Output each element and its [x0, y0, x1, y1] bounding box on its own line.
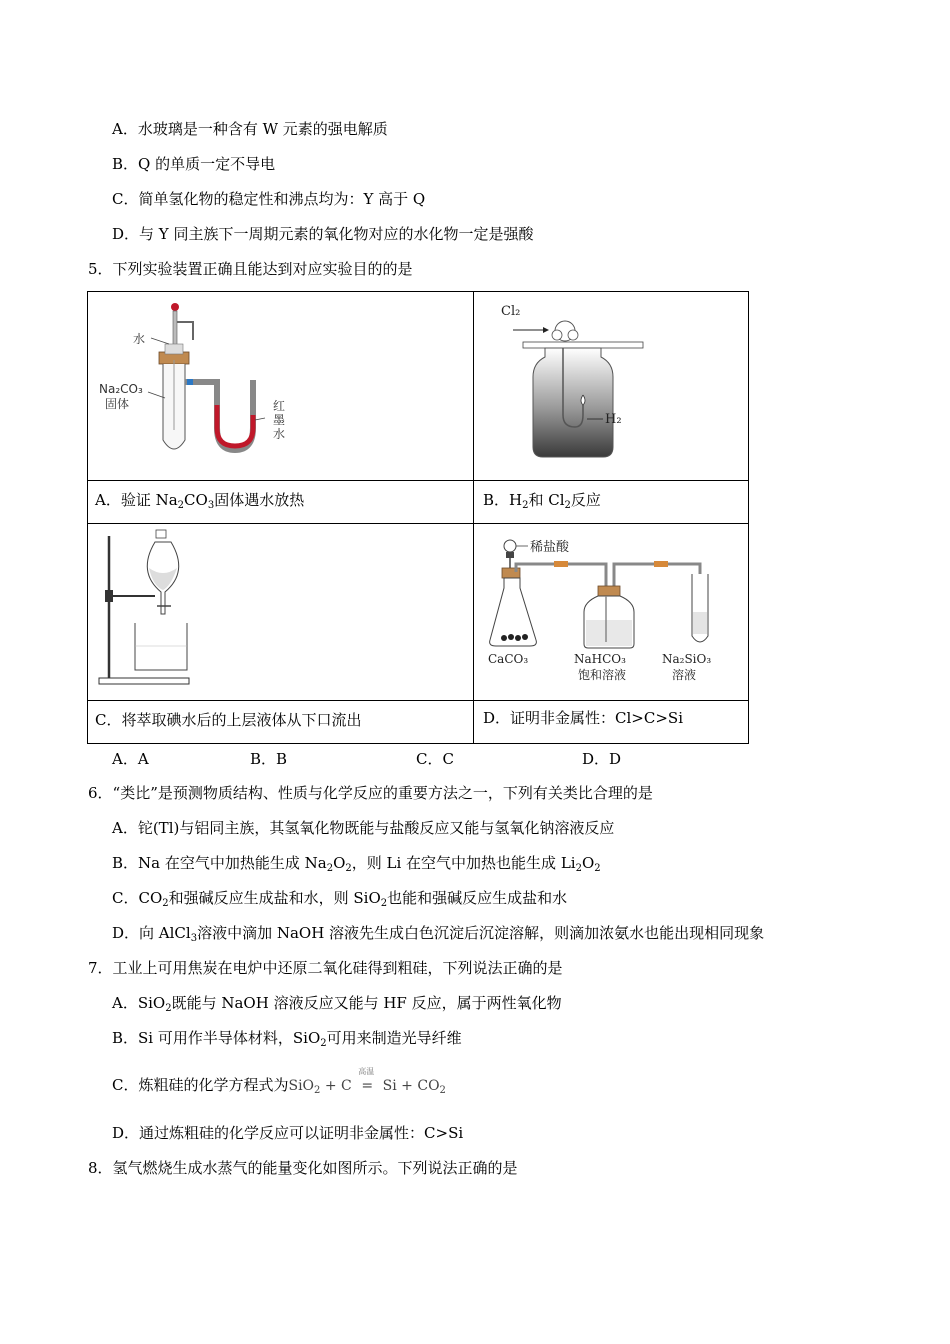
q6-option-d: D．向 AlCl$_3$溶液中滴加 NaOH 溶液先生成白色沉淀后沉淀溶解，则滴加浓氨水也能出现相同现象: [112, 924, 765, 944]
q7-option-c: C．炼粗硅的化学方程式为SiO$_2$ + C 高温 = $Si + CO_2$: [112, 1075, 446, 1096]
q7-option-a: A．SiO$_2$既能与 NaOH 溶液反应又能与 HF 反应，属于两性氧化物: [112, 994, 562, 1014]
fig-a-water-label: 水: [133, 332, 146, 346]
fig-d-na2sio3-label-2: 溶液: [672, 668, 697, 682]
q4-option-b: B．Q 的单质一定不导电: [112, 155, 276, 173]
fig-a-ink-label-1: 红: [273, 399, 286, 413]
q7-stem: 7．工业上可用焦炭在电炉中还原二氧化硅得到粗硅，下列说法正确的是: [88, 959, 563, 977]
fig-b-cl2-label: Cl₂: [501, 304, 521, 319]
q6-stem: 6．“类比”是预测物质结构、性质与化学反应的重要方法之一，下列有关类比合理的是: [88, 784, 653, 802]
figure-b-h2-cl2-bottle: [483, 297, 683, 472]
q7-option-d: D．通过炼粗硅的化学反应可以证明非金属性：C>Si: [112, 1124, 464, 1142]
q5-answer-b: B．B: [250, 750, 288, 768]
q5-caption-c: C．将萃取碘水后的上层液体从下口流出: [95, 711, 362, 729]
fig-d-caco3-label: CaCO₃: [488, 652, 529, 666]
q5-answer-a: A．A: [112, 750, 149, 768]
q7-equation-condition: 高温: [358, 1067, 375, 1076]
fig-a-ink-label-2: 墨: [273, 413, 286, 427]
q6-option-b: B．Na 在空气中加热能生成 $Na_2O_2$，则 Li 在空气中加热也能生成 $Li_2O_2$: [112, 854, 601, 874]
q6-option-c: C．$CO_2$和强碱反应生成盐和水，则 SiO$_2$也能和强碱反应生成盐和水: [112, 889, 568, 909]
fig-a-solid-label-2: 固体: [105, 397, 130, 411]
fig-d-nahco3-label-2: 饱和溶液: [578, 668, 627, 682]
fig-a-solid-label-1: Na₂CO₃: [99, 382, 143, 396]
fig-b-h2-label: H₂: [605, 412, 622, 427]
q5-stem: 5．下列实验装置正确且能达到对应实验目的的是: [88, 260, 413, 278]
q5-answer-c: C．C: [416, 750, 454, 768]
figure-a-na2co3-apparatus: [93, 300, 313, 470]
q6-option-a: A．铊(Tl)与铝同主族，其氢氧化物既能与盐酸反应又能与氢氧化钠溶液反应: [112, 819, 615, 837]
fig-a-ink-label-3: 水: [273, 427, 286, 441]
fig-d-na2sio3-label-1: Na₂SiO₃: [662, 652, 712, 666]
figure-c-separatory-funnel: [93, 528, 293, 696]
q5-caption-a: A．验证 $Na_2CO_3$固体遇水放热: [95, 491, 305, 511]
q5-answer-d: D．D: [582, 750, 622, 768]
q7-option-b: B．Si 可用作半导体材料，SiO$_2$可用来制造光导纤维: [112, 1029, 462, 1049]
figure-d-nonmetal-apparatus: [486, 528, 746, 696]
fig-d-nahco3-label-1: NaHCO₃: [574, 652, 626, 666]
q5-caption-b: B．$H_2$和 $Cl_2$反应: [483, 491, 601, 511]
q4-option-a: A．水玻璃是一种含有 W 元素的强电解质: [112, 120, 388, 138]
fig-d-acid-label: 稀盐酸: [530, 540, 570, 555]
q4-option-d: D．与 Y 同主族下一周期元素的氧化物对应的水化物一定是强酸: [112, 225, 534, 243]
q5-caption-d: D．证明非金属性：Cl>C>Si: [483, 709, 683, 727]
q5-options-table: [87, 291, 749, 744]
q4-option-c: C．简单氢化物的稳定性和沸点均为：Y 高于 Q: [112, 190, 426, 208]
q7-equation: SiO$_2$ + C 高温 = $Si + CO_2$: [288, 1078, 445, 1094]
q8-stem: 8．氢气燃烧生成水蒸气的能量变化如图所示。下列说法正确的是: [88, 1159, 518, 1177]
